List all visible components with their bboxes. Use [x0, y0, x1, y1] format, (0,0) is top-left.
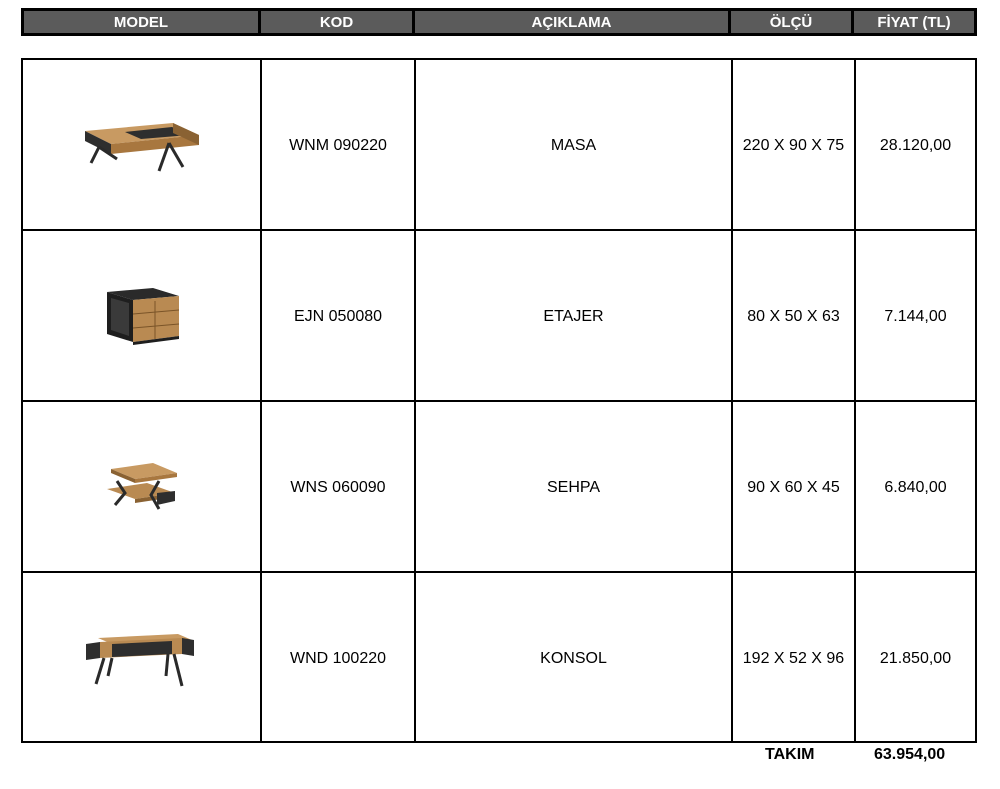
kod-cell: WNM 090220 [289, 136, 387, 154]
side-cabinet-photo [97, 282, 187, 352]
aciklama-cell: MASA [550, 136, 597, 154]
header-fiyat: FİYAT (TL) [854, 11, 974, 33]
header-olcu: ÖLÇÜ [731, 11, 851, 33]
console-photo [82, 624, 202, 694]
model-cell [23, 60, 260, 231]
total-value: 63.954,00 [874, 746, 946, 763]
header-kod: KOD [261, 11, 412, 33]
total-label: TAKIM [765, 746, 815, 763]
table-row [23, 571, 975, 744]
aciklama-cell: ETAJER [543, 307, 604, 325]
table-row [23, 229, 975, 402]
header-model: MODEL [24, 11, 258, 33]
kod-cell: WNS 060090 [290, 478, 386, 496]
coffee-table-photo [97, 453, 187, 523]
aciklama-cell: SEHPA [546, 478, 601, 496]
olcu-cell: 220 X 90 X 75 [742, 136, 845, 154]
table-row [23, 400, 975, 573]
olcu-cell: 192 X 52 X 96 [742, 649, 845, 667]
kod-cell: WND 100220 [289, 649, 387, 667]
desk-photo [77, 111, 207, 181]
aciklama-cell: KONSOL [540, 649, 607, 667]
table-row [23, 60, 975, 231]
table-header [21, 8, 977, 36]
fiyat-cell: 21.850,00 [879, 649, 952, 667]
kod-cell: EJN 050080 [293, 307, 383, 325]
model-cell [23, 231, 260, 402]
fiyat-cell: 6.840,00 [884, 478, 947, 496]
product-table [21, 58, 977, 743]
fiyat-cell: 28.120,00 [879, 136, 952, 154]
model-cell [23, 402, 260, 573]
olcu-cell: 80 X 50 X 63 [747, 307, 840, 325]
fiyat-cell: 7.144,00 [884, 307, 947, 325]
model-cell [23, 573, 260, 744]
header-aciklama: AÇIKLAMA [415, 11, 728, 33]
olcu-cell: 90 X 60 X 45 [747, 478, 840, 496]
